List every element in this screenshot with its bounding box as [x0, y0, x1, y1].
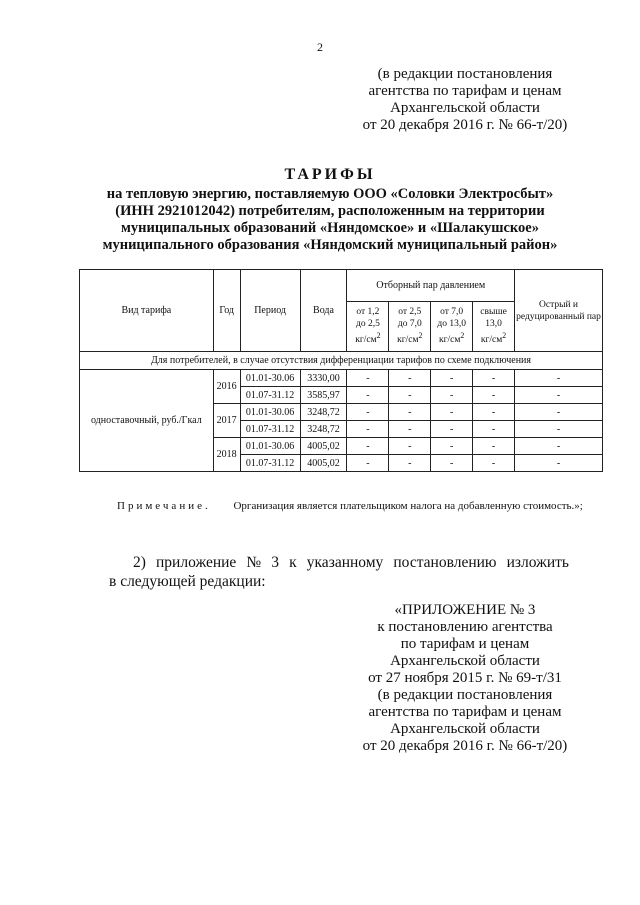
- dash-cell: -: [431, 438, 473, 455]
- dash-cell: -: [347, 421, 389, 438]
- dash-cell: -: [389, 455, 431, 472]
- dash-cell: -: [389, 387, 431, 404]
- dash-cell: -: [473, 404, 515, 421]
- header-water: Вода: [300, 270, 347, 352]
- paragraph-word: 3: [271, 554, 280, 571]
- header-steam-col: от 1,2 до 2,5 $кг/см^2$: [347, 302, 389, 352]
- table-note: [117, 500, 583, 512]
- year-cell: 2016: [213, 370, 240, 404]
- title-line: на тепловую энергию, поставляемую ООО «Соловки Электросбыт»: [106, 186, 554, 202]
- table-row: [80, 370, 603, 387]
- appendix-line: Архангельской области: [390, 721, 540, 737]
- period-cell: 01.01-30.06: [240, 438, 300, 455]
- appendix-line: агентства по тарифам и ценам: [368, 704, 562, 720]
- revision-header: [330, 66, 600, 134]
- dash-cell: -: [347, 404, 389, 421]
- amendment-paragraph: [109, 553, 569, 591]
- dash-cell: -: [431, 404, 473, 421]
- paragraph-word: указанному: [306, 554, 384, 571]
- note-text: Организация является плательщиком налога на добавленную стоимость.»;: [233, 500, 583, 512]
- dash-cell: -: [473, 455, 515, 472]
- title-heading: ТАРИФЫ: [284, 166, 376, 183]
- dash-cell: -: [473, 438, 515, 455]
- paragraph-word: приложение: [156, 554, 237, 571]
- appendix-line: от 27 ноября 2015 г. № 69-т/31: [368, 670, 562, 686]
- dash-cell: -: [389, 421, 431, 438]
- period-cell: 01.07-31.12: [240, 455, 300, 472]
- paragraph-line-1: [109, 553, 569, 572]
- dash-cell: -: [473, 370, 515, 387]
- tariff-name-cell: одноставочный, руб./Гкал: [80, 370, 214, 472]
- water-cell: 3248,72: [300, 404, 347, 421]
- header-steam-col: от 2,5 до 7,0 $кг/см^2$: [389, 302, 431, 352]
- year-cell: 2017: [213, 404, 240, 438]
- appendix-line: Архангельской области: [390, 653, 540, 669]
- dash-cell: -: [347, 455, 389, 472]
- header-sharp-steam: Острый и редуцированный пар: [515, 270, 603, 352]
- year-cell: 2018: [213, 438, 240, 472]
- revision-line: (в редакции постановления: [377, 66, 553, 82]
- paragraph-word: изложить: [506, 554, 569, 571]
- document-title: [60, 166, 600, 254]
- tariff-table: [79, 269, 603, 472]
- dash-cell: -: [347, 438, 389, 455]
- title-line: муниципального образования «Няндомский муниципальный район»: [102, 237, 558, 253]
- appendix-line: по тарифам и ценам: [400, 636, 530, 652]
- header-steam-group: Отборный пар давлением: [347, 270, 515, 302]
- appendix-line: от 20 декабря 2016 г. № 66-т/20): [362, 738, 568, 754]
- paragraph-word: к: [289, 554, 297, 571]
- dash-cell: -: [389, 438, 431, 455]
- dash-cell: -: [515, 404, 603, 421]
- dash-cell: -: [431, 387, 473, 404]
- appendix-line: к постановлению агентства: [377, 619, 553, 635]
- page-number: 2: [317, 40, 323, 54]
- dash-cell: -: [515, 370, 603, 387]
- dash-cell: -: [347, 387, 389, 404]
- note-label: Примечание.: [117, 500, 211, 512]
- dash-cell: -: [347, 370, 389, 387]
- period-cell: 01.01-30.06: [240, 370, 300, 387]
- paragraph-word: 2): [133, 554, 146, 571]
- dash-cell: -: [515, 438, 603, 455]
- paragraph-word: №: [246, 554, 262, 571]
- dash-cell: -: [473, 387, 515, 404]
- appendix-line: «ПРИЛОЖЕНИЕ № 3: [394, 602, 536, 618]
- revision-line: агентства по тарифам и ценам: [368, 83, 562, 99]
- water-cell: 3248,72: [300, 421, 347, 438]
- dash-cell: -: [389, 370, 431, 387]
- dash-cell: -: [431, 455, 473, 472]
- title-line: муниципальных образований «Няндомское» и «Шалакушское»: [120, 220, 539, 236]
- dash-cell: -: [515, 455, 603, 472]
- dash-cell: -: [389, 404, 431, 421]
- period-cell: 01.07-31.12: [240, 421, 300, 438]
- section-row: Для потребителей, в случае отсутствия дифференциации тарифов по схеме подключения: [80, 352, 603, 370]
- revision-line: Архангельской области: [390, 100, 540, 116]
- header-year: Год: [213, 270, 240, 352]
- paragraph-line-2: в следующей редакции:: [109, 573, 266, 590]
- dash-cell: -: [431, 370, 473, 387]
- paragraph-word: постановлению: [393, 554, 497, 571]
- water-cell: 4005,02: [300, 438, 347, 455]
- appendix-header: [350, 602, 580, 755]
- water-cell: 3585,97: [300, 387, 347, 404]
- dash-cell: -: [473, 421, 515, 438]
- dash-cell: -: [515, 387, 603, 404]
- dash-cell: -: [515, 421, 603, 438]
- period-cell: 01.07-31.12: [240, 387, 300, 404]
- period-cell: 01.01-30.06: [240, 404, 300, 421]
- water-cell: 4005,02: [300, 455, 347, 472]
- revision-line: от 20 декабря 2016 г. № 66-т/20): [362, 117, 568, 133]
- dash-cell: -: [431, 421, 473, 438]
- water-cell: 3330,00: [300, 370, 347, 387]
- header-steam-col: свыше 13,0 $кг/см^2$: [473, 302, 515, 352]
- header-tariff-type: Вид тарифа: [80, 270, 214, 352]
- appendix-line: (в редакции постановления: [377, 687, 553, 703]
- header-period: Период: [240, 270, 300, 352]
- header-steam-col: от 7,0 до 13,0 $кг/см^2$: [431, 302, 473, 352]
- title-line: (ИНН 2921012042) потребителям, расположенным на территории: [115, 203, 545, 219]
